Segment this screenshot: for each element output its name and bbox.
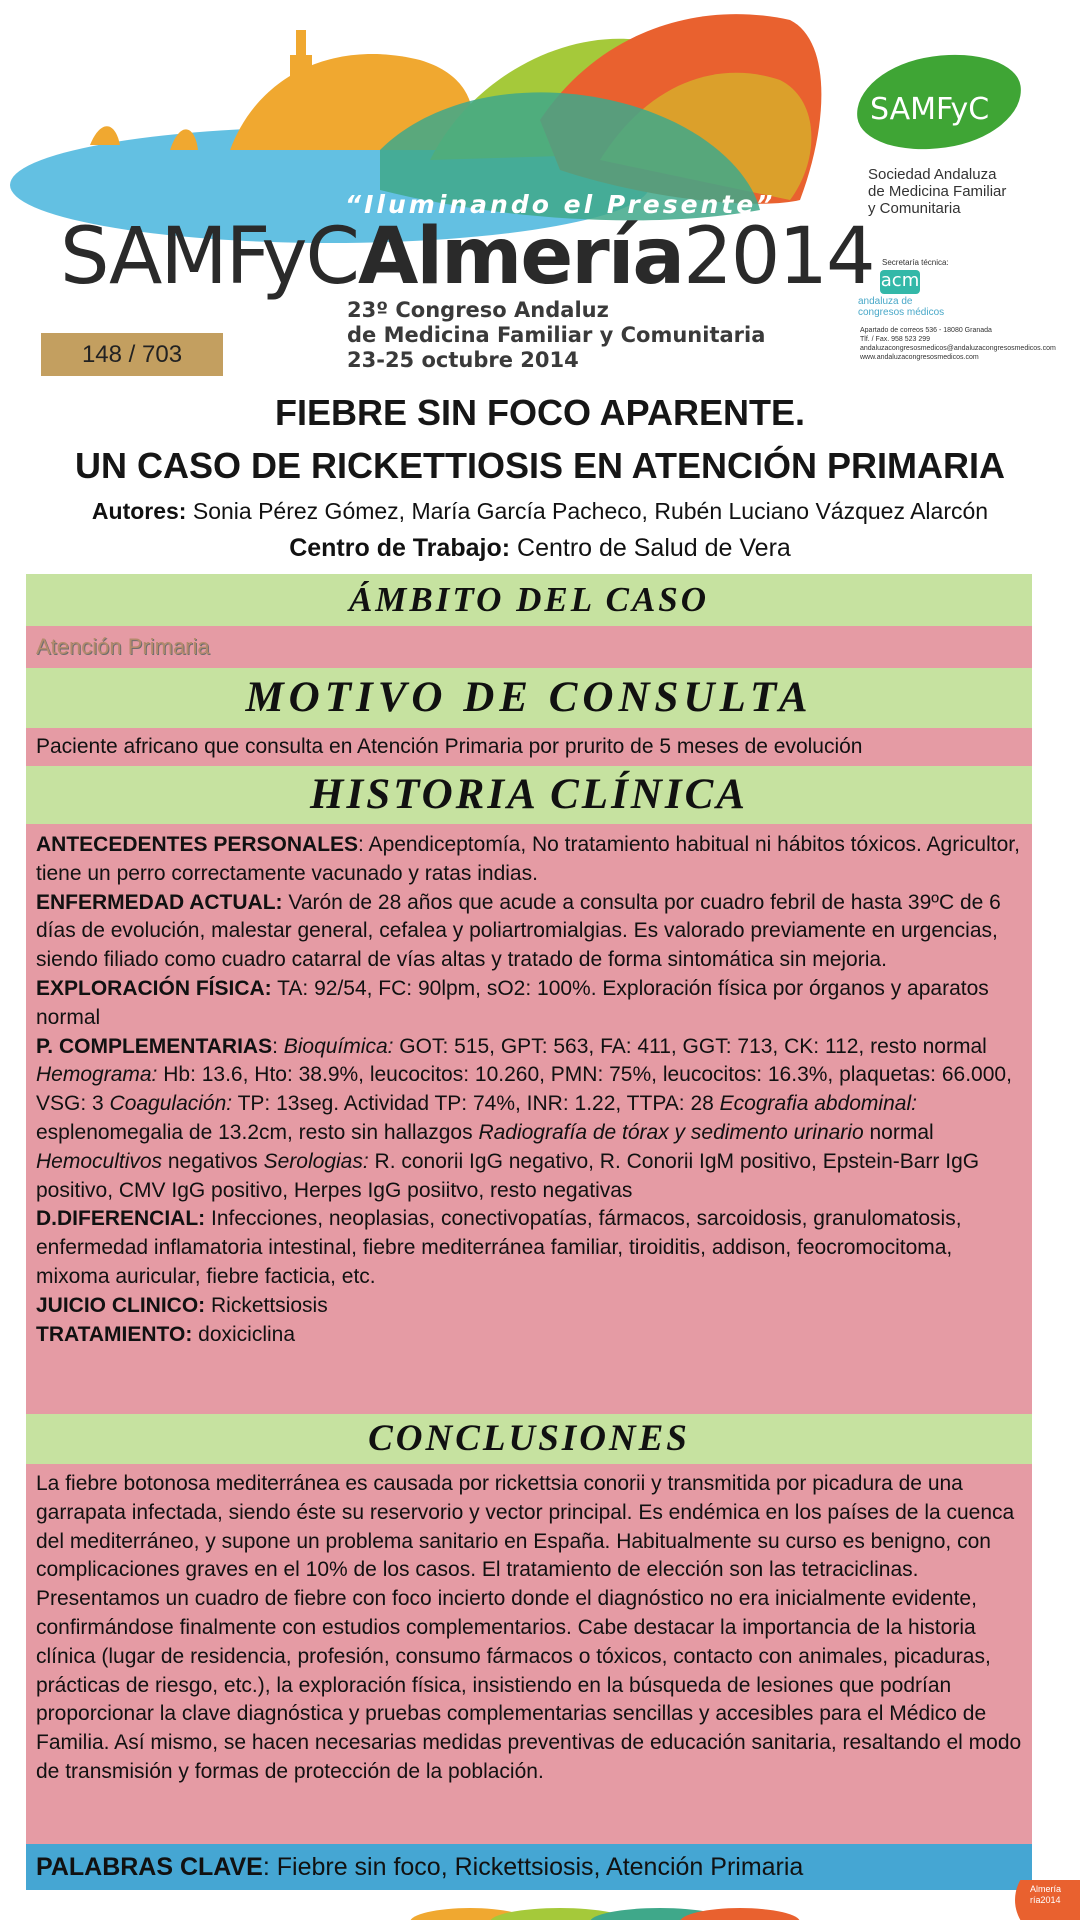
ambito-text: Atención Primaria <box>26 626 1032 668</box>
authors-names: Sonia Pérez Gómez, María García Pacheco, Rubén Luciano Vázquez Alarcón <box>186 498 989 524</box>
comp-text-3: Hb: 13.6, Hto: 38.9%, leucocitos: 10.260, PMN: 75%, leucocitos: 16.3%, plaquetas: 66.000, VSG: 3 <box>36 1063 1012 1116</box>
comp-text-2: GOT: 515, GPT: 563, FA: 411, GGT: 713, CK: 112, resto normal <box>393 1034 987 1058</box>
address-line4: www.andaluzacongresosmedicos.com <box>860 354 979 361</box>
exploracion-paragraph <box>36 975 1022 1033</box>
work-center-line <box>0 534 1080 563</box>
acm-sub-line2: congresos médicos <box>858 307 945 318</box>
conclusiones-text: La fiebre botonosa mediterránea es causada por rickettsia conorii y transmitida por picadura de una garrapata infectada, siendo éste su reservorio y vector principal. Es endémica en los países de la cuenca del mediterráneo, y supone un problema sanitario en España. Habitualmente su curso es benigno, con complicaciones graves en el 10% de los casos. El tratamiento de elección son las tetraciclinas. Presentamos un cuadro de fiebre con foco incierto donde el diagnóstico no era inicialmente evidente, confirmándose finalmente con estudios complementarios. Cabe destacar la importancia de la historia clínica (lugar de residencia, profesión, consumo fármacos o tóxicos, contacto con animales, picaduras, prácticas de riesgo, etc.), la exploración física, insistiendo en la búsqueda de lesiones que podrían proporcionar la clave diagnóstica y pruebas complementarias sencillas y accesibles para el Médico de Familia. Así mismo, se hacen necesarias medidas preventivas de educación sanitaria, resaltando el modo de transmisión y formas de protección de la población. <box>26 1464 1032 1844</box>
authors-line <box>0 498 1080 525</box>
congress-line1: 23º Congreso Andaluz <box>347 298 609 322</box>
comp-text-1: : <box>272 1034 284 1058</box>
exploracion-text: TA: 92/54, FC: 90lpm, sO2: 100%. Exploración física por órganos y aparatos normal <box>36 976 989 1029</box>
acm-subtitle <box>858 296 944 318</box>
congress-brand <box>60 212 874 302</box>
exploracion-label: EXPLORACIÓN FÍSICA: <box>36 976 272 1000</box>
comp-text-5: esplenomegalia de 13.2cm, resto sin hallazgos <box>36 1120 479 1144</box>
juicio-text: Rickettsiosis <box>205 1293 328 1317</box>
brand-light: SAMFyC <box>60 212 358 302</box>
hemocultivos-label: Hemocultivos <box>36 1149 163 1173</box>
society-name <box>868 166 1006 217</box>
congress-dates: 23-25 octubre 2014 <box>347 348 579 372</box>
tratamiento-label: TRATAMIENTO: <box>36 1322 193 1346</box>
radiografia-label: Radiografía de tórax y sedimento urinario <box>478 1120 864 1144</box>
comp-text-8: R. conorii IgG negativo, R. Conorii IgM positivo, Epstein-Barr IgG positivo, CMV IgG positivo, Herpes IgG posiitvo, resto negativas <box>36 1149 980 1202</box>
historia-heading: HISTORIA CLÍNICA <box>26 766 1032 824</box>
congress-info <box>347 298 765 373</box>
conclusiones-heading: CONCLUSIONES <box>26 1414 1032 1464</box>
brand-bold: Almería <box>357 212 684 302</box>
mini-brand-line1: Almería <box>1030 1884 1062 1894</box>
keywords-text: : Fiebre sin foco, Rickettsiosis, Atención Primaria <box>262 1853 804 1881</box>
footer-decoration <box>0 1880 1080 1920</box>
comp-text-4: TP: 13seg. Actividad TP: 74%, INR: 1.22, TTPA: 28 <box>232 1092 720 1116</box>
motivo-text: Paciente africano que consulta en Atención Primaria por prurito de 5 meses de evolución <box>26 728 1032 766</box>
comp-text-7: negativos <box>162 1149 264 1173</box>
address-line3: andaluzacongresosmedicos@andaluzacongresosmedicos.com <box>860 345 1056 352</box>
serologias-label: Serologias: <box>263 1149 369 1173</box>
acm-sub-line1: andaluza de <box>858 296 913 307</box>
work-center-value: Centro de Salud de Vera <box>510 534 791 562</box>
historia-body <box>26 824 1032 1414</box>
diferencial-text: Infecciones, neoplasias, conectivopatías, fármacos, sarcoidosis, granulomatosis, enfermedad inflamatoria intestinal, fiebre mediterránea familiar, tiroiditis, addison, feocromocitoma, mixoma auricular, fiebre facticia, etc. <box>36 1207 962 1288</box>
case-title-line2: UN CASO DE RICKETTIOSIS EN ATENCIÓN PRIMARIA <box>74 445 1006 486</box>
congress-header <box>0 0 1080 390</box>
congress-slogan: “Iluminando el Presente” <box>345 190 776 219</box>
diferencial-paragraph <box>36 1205 1022 1291</box>
authors-label: Autores: <box>91 498 187 524</box>
enfermedad-paragraph <box>36 889 1022 975</box>
bioquimica-label: Bioquímica: <box>283 1034 394 1058</box>
samfyc-logo <box>856 56 1022 148</box>
enfermedad-label: ENFERMEDAD ACTUAL: <box>36 890 283 914</box>
diferencial-label: D.DIFERENCIAL: <box>36 1207 206 1231</box>
ecografia-label: Ecografia abdominal: <box>719 1092 917 1116</box>
coagulacion-label: Coagulación: <box>109 1092 233 1116</box>
address-line1: Apartado de correos 536 - 18080 Granada <box>860 327 992 334</box>
juicio-paragraph <box>36 1292 1022 1321</box>
society-line3: y Comunitaria <box>868 200 961 217</box>
complementarias-paragraph <box>36 1033 1022 1206</box>
complementarias-label: P. COMPLEMENTARIAS <box>36 1034 273 1058</box>
address-line2: Tlf. / Fax. 958 523 299 <box>860 336 931 343</box>
antecedentes-text: : Apendiceptomía, No tratamiento habitual ni hábitos tóxicos. Agricultor, tiene un perro correctamente vacunado y ratas indias. <box>36 833 1020 885</box>
tratamiento-paragraph <box>36 1321 1022 1350</box>
secretaria-address <box>860 326 1056 362</box>
case-title-line1: FIEBRE SIN FOCO APARENTE. <box>274 392 806 433</box>
footer-mini-brand <box>1030 1884 1061 1906</box>
keywords-label: PALABRAS CLAVE <box>36 1853 263 1881</box>
secretaria-label: Secretaría técnica: <box>882 258 949 267</box>
society-line1: Sociedad Andaluza <box>868 166 997 183</box>
brand-year: 2014 <box>683 212 874 302</box>
tratamiento-text: doxiciclina <box>192 1322 296 1346</box>
motivo-heading: MOTIVO DE CONSULTA <box>26 668 1032 728</box>
ambito-heading: ÁMBITO DEL CASO <box>26 574 1032 626</box>
page-counter: 148 / 703 <box>41 333 223 376</box>
acm-logo: acm <box>880 270 920 294</box>
society-line2: de Medicina Familiar <box>868 183 1007 200</box>
enfermedad-text: Varón de 28 años que acude a consulta por cuadro febril de hasta 39ºC de 6 días de evolución, malestar general, cefalea y poliartromialgias. Es valorado previamente en urgencias, siendo filiado como cuadro catarral de vías altas y tratado de forma sintomática sin mejoria. <box>36 890 1001 972</box>
samfyc-logo-text: SAMFyC <box>870 92 990 127</box>
hemograma-label: Hemograma: <box>36 1063 158 1087</box>
antecedentes-paragraph <box>36 831 1022 889</box>
juicio-label: JUICIO CLINICO: <box>36 1293 206 1317</box>
mini-brand-line2: ría2014 <box>1030 1895 1061 1905</box>
congress-line2: de Medicina Familiar y Comunitaria <box>347 323 766 347</box>
work-center-label: Centro de Trabajo: <box>289 534 511 562</box>
comp-text-6: normal <box>863 1120 934 1144</box>
antecedentes-label: ANTECEDENTES PERSONALES <box>36 833 359 856</box>
